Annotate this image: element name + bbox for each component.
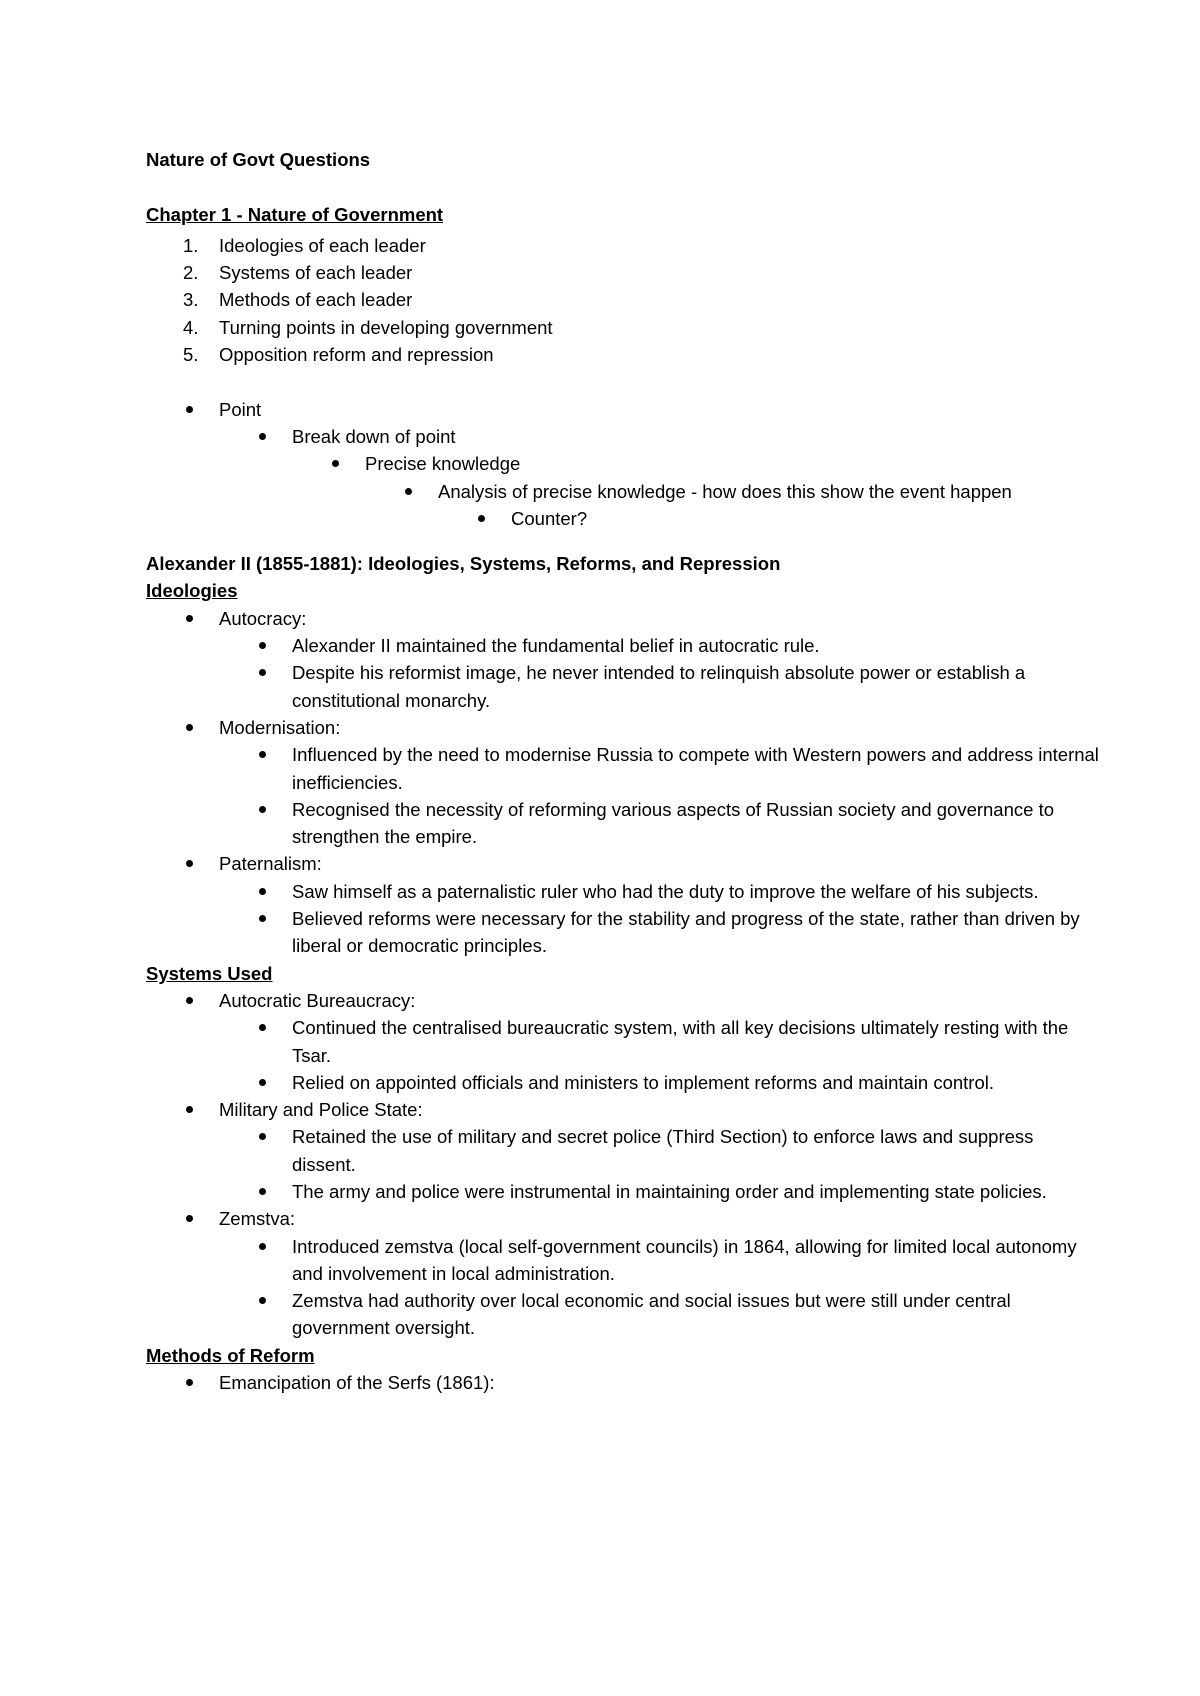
list-item: Zemstva: — [146, 1205, 1100, 1232]
list-item: 2. Systems of each leader — [183, 262, 413, 284]
list-item: Paternalism: — [146, 850, 1100, 877]
structure-analysis: Analysis of precise knowledge - how does this show the event happen — [365, 478, 1018, 505]
list-item: Influenced by the need to modernise Russia to compete with Western powers and address internal inefficiencies. — [219, 741, 1100, 796]
alexander-heading: Alexander II (1855-1881): Ideologies, Systems, Reforms, and Repression — [146, 553, 781, 575]
list-item: Zemstva had authority over local economic and social issues but were still under central government oversight. — [219, 1287, 1100, 1342]
list-item: Alexander II maintained the fundamental belief in autocratic rule. — [219, 632, 1100, 659]
list-item: Modernisation: — [146, 714, 1100, 741]
structure-counter: Counter? — [438, 505, 1100, 532]
systems-heading: Systems Used — [146, 962, 273, 984]
structure-precise: Precise knowledge — [292, 450, 1100, 477]
list-item: The army and police were instrumental in maintaining order and implementing state policies. — [219, 1178, 1100, 1205]
list-item: Introduced zemstva (local self-government councils) in 1864, allowing for limited local autonomy and involvement in local administration. — [219, 1233, 1100, 1288]
list-item: Recognised the necessity of reforming various aspects of Russian society and governance to strengthen the empire. — [219, 796, 1100, 851]
document-title: Nature of Govt Questions — [146, 149, 371, 170]
structure-breakdown: Break down of point — [219, 423, 1100, 450]
list-item: 4. Turning points in developing government — [183, 316, 553, 338]
chapter-heading: Chapter 1 - Nature of Government — [146, 203, 444, 225]
list-item: 1. Ideologies of each leader — [183, 234, 426, 256]
structure-point: Point — [146, 396, 1100, 423]
list-item: Retained the use of military and secret police (Third Section) to enforce laws and suppress dissent. — [219, 1123, 1100, 1178]
list-item: 5. Opposition reform and repression — [183, 344, 494, 366]
ideologies-list — [146, 605, 1100, 960]
structure-list — [146, 396, 1100, 532]
list-item: Autocratic Bureaucracy: — [146, 987, 1100, 1014]
list-item: Autocracy: — [146, 605, 1100, 632]
list-item: Emancipation of the Serfs (1861): — [146, 1369, 1100, 1396]
methods-list — [146, 1369, 1100, 1396]
list-item: Military and Police State: — [146, 1096, 1100, 1123]
systems-list — [146, 987, 1100, 1342]
list-item: Despite his reformist image, he never intended to relinquish absolute power or establish a constitutional monarchy. — [219, 659, 1100, 714]
questions-list — [146, 232, 1100, 368]
ideologies-heading: Ideologies — [146, 580, 238, 602]
list-item: Saw himself as a paternalistic ruler who had the duty to improve the welfare of his subjects. — [219, 878, 1100, 905]
list-item: 3. Methods of each leader — [183, 289, 413, 311]
list-item: Believed reforms were necessary for the stability and progress of the state, rather than driven by liberal or democratic principles. — [219, 905, 1100, 960]
methods-heading: Methods of Reform — [146, 1344, 315, 1366]
list-item: Relied on appointed officials and ministers to implement reforms and maintain control. — [219, 1069, 1100, 1096]
list-item: Continued the centralised bureaucratic system, with all key decisions ultimately resting with the Tsar. — [219, 1014, 1100, 1069]
